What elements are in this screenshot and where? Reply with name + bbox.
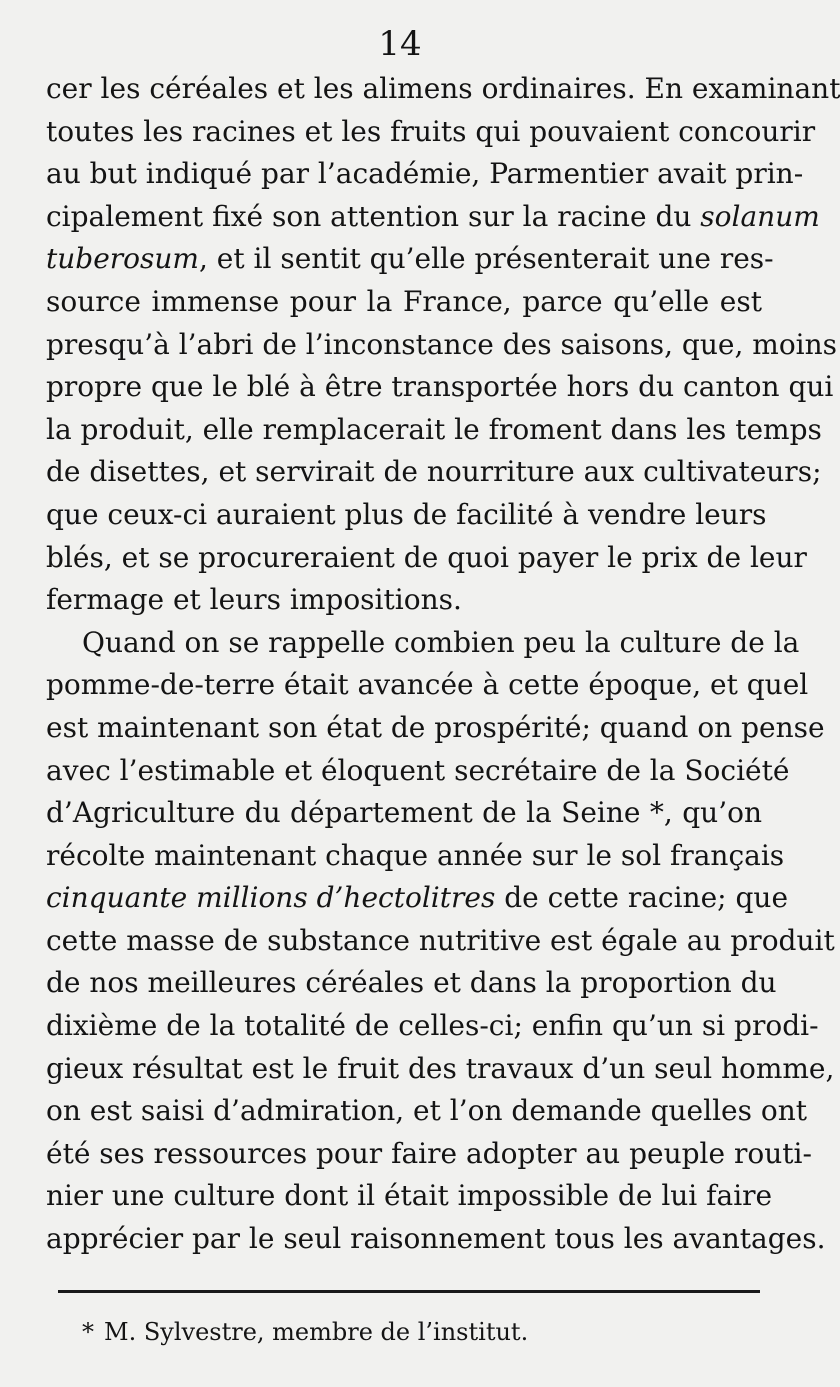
- footnote-rule: [58, 1290, 760, 1293]
- text-line: avec l’estimable et éloquent secrétaire de la Société: [46, 753, 790, 787]
- text-line: [46, 196, 820, 239]
- text-line: récolte maintenant chaque année sur le sol français: [46, 838, 785, 872]
- text-line: [46, 238, 774, 281]
- text-line: dixième de la totalité de celles-ci; enfin qu’un si prodi-: [46, 1009, 819, 1043]
- text-line: source immense pour la France, parce qu’elle est: [46, 284, 762, 318]
- italic-term: tuberosum: [46, 242, 199, 276]
- text-line: Quand on se rappelle combien peu la culture de la: [82, 625, 800, 659]
- text-line: est maintenant son état de prospérité; quand on pense: [46, 710, 825, 744]
- body-text: [46, 68, 840, 1261]
- text-segment: cipalement fixé son attention sur la racine du: [46, 199, 701, 233]
- text-line: toutes les racines et les fruits qui pouvaient concourir: [46, 114, 816, 148]
- footnote: [82, 1316, 528, 1348]
- text-line: cette masse de substance nutritive est égale au produit: [46, 923, 835, 957]
- text-line: la produit, elle remplacerait le froment dans les temps: [46, 412, 822, 446]
- page-number: 14: [378, 24, 422, 64]
- text-line: [46, 877, 789, 920]
- text-segment: de cette racine; que: [495, 881, 789, 915]
- text-line: blés, et se procureraient de quoi payer le prix de leur: [46, 540, 807, 574]
- text-line: nier une culture dont il était impossible de lui faire: [46, 1179, 773, 1213]
- italic-term: cinquante millions d’hectolitres: [46, 881, 496, 915]
- text-line: au but indiqué par l’académie, Parmentier avait prin-: [46, 157, 804, 191]
- text-line: gieux résultat est le fruit des travaux d’un seul homme,: [46, 1051, 835, 1085]
- text-line: propre que le blé à être transportée hors du canton qui: [46, 370, 834, 404]
- text-line: été ses ressources pour faire adopter au peuple routi-: [46, 1136, 812, 1170]
- footnote-text: M. Sylvestre, membre de l’institut.: [104, 1318, 529, 1346]
- text-line: que ceux-ci auraient plus de facilité à vendre leurs: [46, 497, 767, 531]
- italic-term: solanum: [700, 199, 820, 233]
- text-line: fermage et leurs impositions.: [46, 583, 462, 617]
- text-line: d’Agriculture du département de la Seine *, qu’on: [46, 796, 762, 830]
- text-line: pomme-de-terre était avancée à cette époque, et quel: [46, 668, 809, 702]
- text-line: de disettes, et servirait de nourriture aux cultivateurs;: [46, 455, 822, 489]
- text-segment: , et il sentit qu’elle présenterait une res-: [198, 242, 774, 276]
- text-line: apprécier par le seul raisonnement tous les avantages.: [46, 1222, 826, 1256]
- text-line: on est saisi d’admiration, et l’on demande quelles ont: [46, 1094, 808, 1128]
- text-line: presqu’à l’abri de l’inconstance des saisons, que, moins: [46, 327, 838, 361]
- text-line: cer les céréales et les alimens ordinaires. En examinant: [46, 72, 840, 105]
- footnote-mark: *: [82, 1318, 94, 1346]
- text-line: de nos meilleures céréales et dans la proportion du: [46, 966, 777, 1000]
